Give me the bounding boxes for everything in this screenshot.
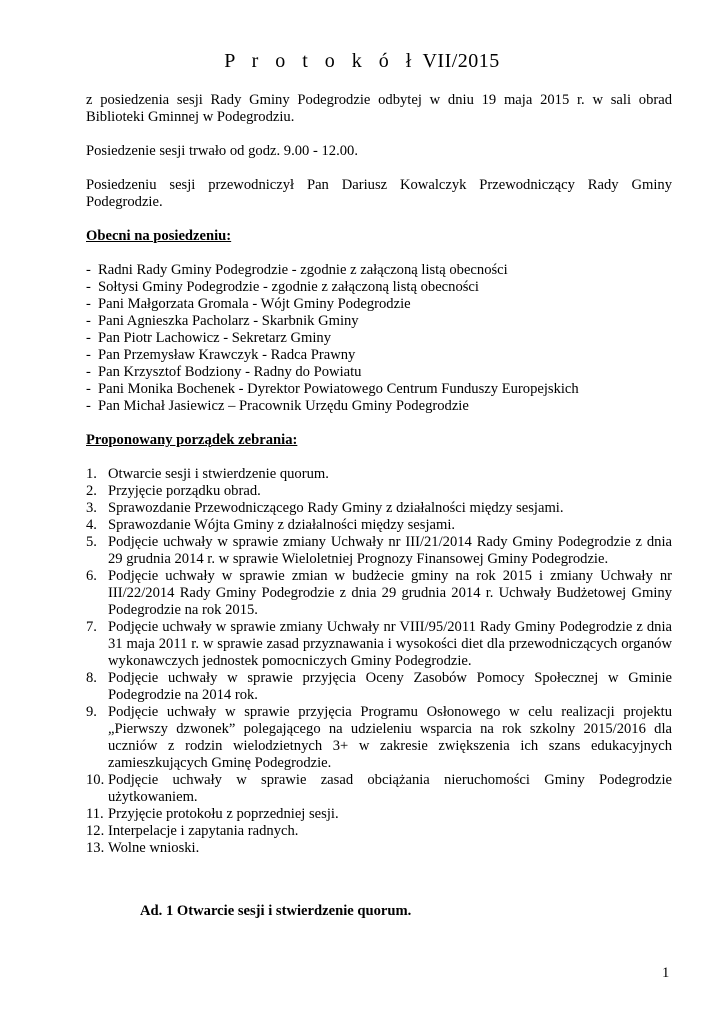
document-title [0, 50, 724, 73]
agenda-heading: Proponowany porządek zebrania: [86, 432, 298, 448]
chair-paragraph: Posiedzeniu sesji przewodniczył Pan Dariusz Kowalczyk Przewodniczący Rady Gminy Podegrodzie. [86, 177, 672, 210]
agenda-item [86, 670, 672, 704]
agenda-item [86, 806, 672, 823]
agenda-item-text: Interpelacje i zapytania radnych. [108, 823, 299, 839]
present-item: - Pani Monika Bochenek - Dyrektor Powiatowego Centrum Funduszy Europejskich [86, 381, 579, 397]
agenda-list [86, 466, 672, 857]
agenda-item-number: 11. [86, 806, 104, 822]
agenda-item-text: Podjęcie uchwały w sprawie przyjęcia Oceny Zasobów Pomocy Społecznej w Gminie Podegrodzie na 2014 rok. [108, 670, 672, 703]
present-item: - Pan Przemysław Krawczyk - Radca Prawny [86, 347, 356, 363]
present-item: - Pani Agnieszka Pacholarz - Skarbnik Gminy [86, 313, 359, 329]
intro-paragraph: z posiedzenia sesji Rady Gminy Podegrodzie odbytej w dniu 19 maja 2015 r. w sali obrad Biblioteki Gminnej w Podegrodziu. [86, 92, 672, 125]
agenda-item [86, 466, 672, 483]
present-item: - Pan Michał Jasiewicz – Pracownik Urzędu Gminy Podegrodzie [86, 398, 469, 414]
agenda-item-text: Podjęcie uchwały w sprawie zmiany Uchwały nr III/21/2014 Rady Gminy Podegrodzie z dnia 29 grudnia 2014 r. w sprawie Wieloletniej Prognozy Finansowej Gminy Podegrodzie. [108, 534, 672, 567]
agenda-item [86, 840, 672, 857]
agenda-item-number: 5. [86, 534, 97, 550]
agenda-item-number: 8. [86, 670, 97, 686]
agenda-item [86, 534, 672, 568]
agenda-item-number: 7. [86, 619, 97, 635]
ad1-heading: Ad. 1 Otwarcie sesji i stwierdzenie quorum. [140, 903, 412, 919]
agenda-item-text: Podjęcie uchwały w sprawie zasad obciążania nieruchomości Gminy Podegrodzie użytkowaniem. [108, 772, 672, 805]
agenda-item-number: 13. [86, 840, 105, 856]
title-number: VII/2015 [422, 50, 500, 72]
present-heading: Obecni na posiedzeniu: [86, 228, 232, 244]
agenda-item-text: Przyjęcie porządku obrad. [108, 483, 261, 499]
present-item: - Pani Małgorzata Gromala - Wójt Gminy Podegrodzie [86, 296, 411, 312]
agenda-item-number: 2. [86, 483, 97, 499]
agenda-item [86, 517, 672, 534]
agenda-item-text: Sprawozdanie Przewodniczącego Rady Gminy z działalności między sesjami. [108, 500, 564, 516]
agenda-item-text: Podjęcie uchwały w sprawie zmiany Uchwały nr VIII/95/2011 Rady Gminy Podegrodzie z dnia 31 maja 2011 r. w sprawie zasad przyznawania i wysokości diet dla przewodniczących organów wykonawczych jednostek pomocniczych Gminy Podegrodzie. [108, 619, 672, 669]
agenda-item [86, 619, 672, 670]
page-number: 1 [662, 965, 670, 981]
agenda-item-number: 6. [86, 568, 97, 584]
document-body [86, 92, 672, 857]
agenda-item-number: 1. [86, 466, 97, 482]
agenda-item-text: Otwarcie sesji i stwierdzenie quorum. [108, 466, 329, 482]
present-item: - Pan Piotr Lachowicz - Sekretarz Gminy [86, 330, 332, 346]
present-list [86, 262, 672, 415]
agenda-item-text: Sprawozdanie Wójta Gminy z działalności między sesjami. [108, 517, 456, 533]
agenda-item-number: 3. [86, 500, 97, 516]
agenda-item [86, 483, 672, 500]
present-item: - Radni Rady Gminy Podegrodzie - zgodnie z załączoną listą obecności [86, 262, 508, 278]
agenda-item-number: 4. [86, 517, 97, 533]
agenda-item-text: Podjęcie uchwały w sprawie zmian w budżecie gminy na rok 2015 i zmiany Uchwały nr III/22/2014 Rady Gminy Podegrodzie z dnia 29 grudnia 2014 r. Uchwały Budżetowej Gminy Podegrodzie na rok 2015. [108, 568, 672, 618]
agenda-item [86, 568, 672, 619]
agenda-item [86, 500, 672, 517]
agenda-item-text: Wolne wnioski. [108, 840, 200, 856]
agenda-item-number: 12. [86, 823, 105, 839]
agenda-item-number: 10. [86, 772, 105, 788]
duration-paragraph: Posiedzenie sesji trwało od godz. 9.00 - 12.00. [86, 143, 358, 159]
title-word: P r o t o k ó ł [224, 50, 418, 72]
present-item: - Pan Krzysztof Bodziony - Radny do Powiatu [86, 364, 362, 380]
agenda-item-text: Podjęcie uchwały w sprawie przyjęcia Programu Osłonowego w celu realizacji projektu „Pierwszy dzwonek” polegającego na udzieleniu wsparcia na rok szkolny 2015/2016 dla uczniów z rodzin wielodzietnych 3+ w zakresie zwiększenia ich szans edukacyjnych zamieszkujących Gminę Podegrodzie. [108, 704, 672, 771]
agenda-item-number: 9. [86, 704, 97, 720]
agenda-item [86, 704, 672, 772]
agenda-item [86, 823, 672, 840]
agenda-item-text: Przyjęcie protokołu z poprzedniej sesji. [108, 806, 339, 822]
present-item: - Sołtysi Gminy Podegrodzie - zgodnie z załączoną listą obecności [86, 279, 479, 295]
agenda-item [86, 772, 672, 806]
